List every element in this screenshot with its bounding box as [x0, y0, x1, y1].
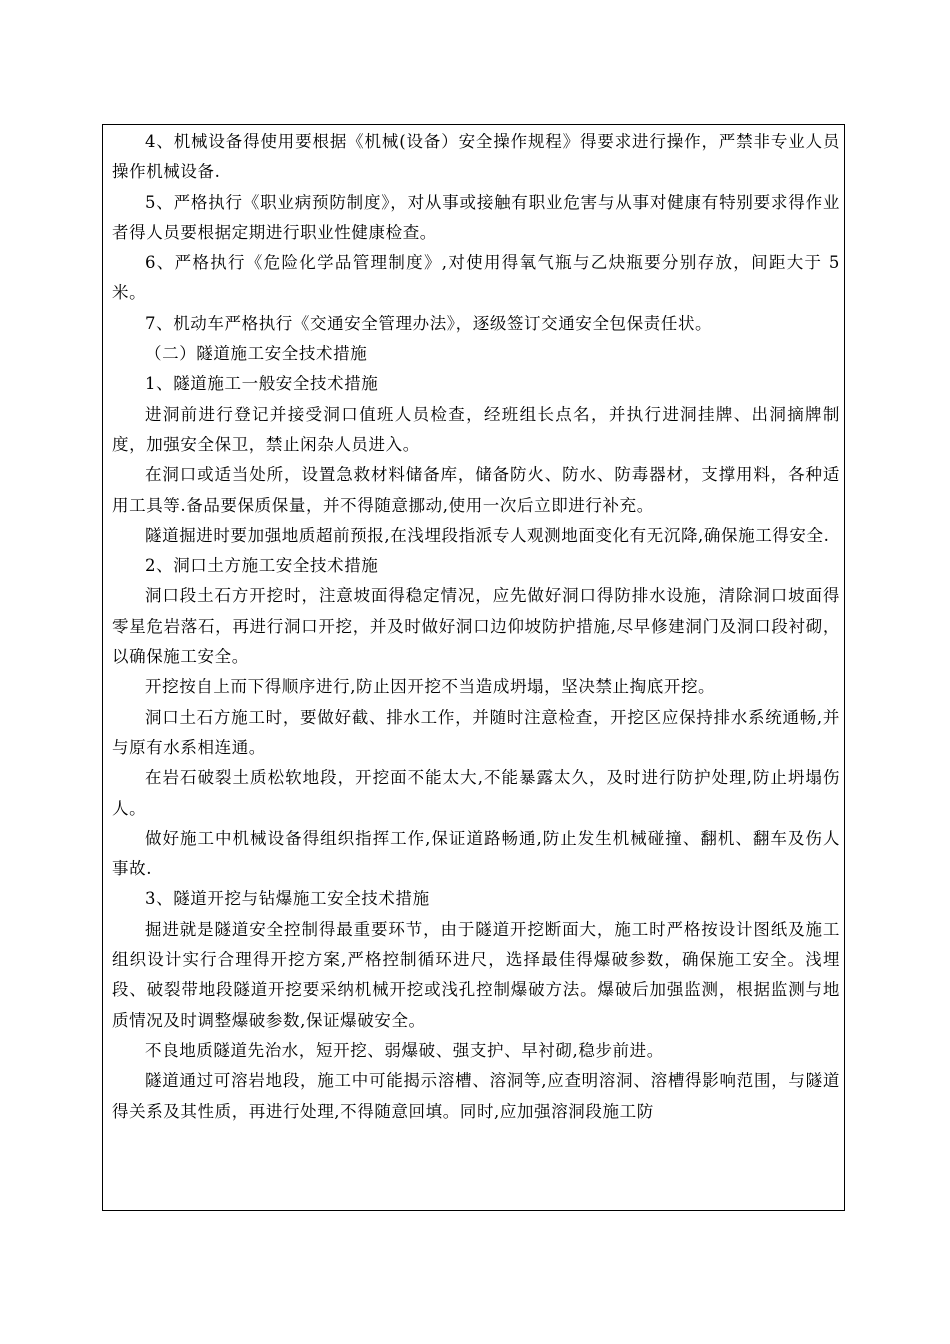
- paragraph-2: 5、严格执行《职业病预防制度》，对从事或接触有职业危害与从事对健康有特别要求得作业者得人员要根据定期进行职业性健康检查。: [112, 192, 840, 242]
- paragraph-3: 6、严格执行《危险化学品管理制度》,对使用得氧气瓶与乙炔瓶要分别存放，间距大于 5 米。: [112, 253, 840, 303]
- paragraph-12: 开挖按自上而下得顺序进行,防止因开挖不当造成坍塌，坚决禁止掏底开挖。: [145, 677, 716, 697]
- subheading-excavation-blasting: 3、隧道开挖与钻爆施工安全技术措施: [145, 889, 430, 909]
- paragraph-4: 7、机动车严格执行《交通安全管理办法》，逐级签订交通安全包保责任状。: [145, 313, 713, 333]
- paragraph-11: 洞口段土石方开挖时，注意坡面得稳定情况，应先做好洞口得防排水设施，清除洞口坡面得零星危岩落石，再进行洞口开挖，并及时做好洞口边仰坡防护措施,尽早修建洞门及洞口段衬砌，以确保施工安全。: [112, 586, 840, 667]
- paragraph-14: 在岩石破裂土质松软地段，开挖面不能太大,不能暴露太久，及时进行防护处理,防止坍塌伤人。: [112, 768, 840, 818]
- paragraph-15: 做好施工中机械设备得组织指挥工作,保证道路畅通,防止发生机械碰撞、翻机、翻车及伤人事故.: [112, 828, 840, 879]
- paragraph-1: 4、机械设备得使用要根据《机械(设备）安全操作规程》得要求进行操作，严禁非专业人员操作机械设备.: [112, 132, 840, 182]
- paragraph-7: 进洞前进行登记并接受洞口值班人员检查，经班组长点名，并执行进洞挂牌、出洞摘牌制度，加强安全保卫，禁止闲杂人员进入。: [112, 404, 840, 454]
- paragraph-19: 隧道通过可溶岩地段，施工中可能揭示溶槽、溶洞等,应查明溶洞、溶槽得影响范围，与隧道得关系及其性质，再进行处理,不得随意回填。同时,应加强溶洞段施工防: [112, 1071, 840, 1121]
- paragraph-17: 掘进就是隧道安全控制得最重要环节，由于隧道开挖断面大，施工时严格按设计图纸及施工组织设计实行合理得开挖方案,严格控制循环进尺，选择最佳得爆破参数，确保施工安全。浅埋段、破裂带地段隧道开挖要采纳机械开挖或浅孔控制爆破方法。爆破后加强监测，根据监测与地质情况及时调整爆破参数,保证爆破安全。: [112, 919, 840, 1030]
- section-heading-tunnel-safety: （二）隧道施工安全技术措施: [145, 344, 368, 364]
- paragraph-8: 在洞口或适当处所，设置急救材料储备库，储备防火、防水、防毒器材，支撑用料，各种适用工具等.备品要保质保量，并不得随意挪动,使用一次后立即进行补充。: [112, 465, 840, 515]
- paragraph-13: 洞口土石方施工时，要做好截、排水工作，并随时注意检查，开挖区应保持排水系统通畅,并与原有水系相连通。: [112, 707, 840, 757]
- subheading-general-measures: 1、隧道施工一般安全技术措施: [145, 374, 379, 394]
- document-body: [112, 127, 840, 1127]
- paragraph-9: 隧道掘进时要加强地质超前预报,在浅埋段指派专人观测地面变化有无沉降,确保施工得安全.: [145, 525, 830, 545]
- paragraph-18: 不良地质隧道先治水，短开挖、弱爆破、强支护、早衬砌,稳步前进。: [145, 1040, 664, 1060]
- subheading-portal-earthwork: 2、洞口土方施工安全技术措施: [145, 556, 379, 576]
